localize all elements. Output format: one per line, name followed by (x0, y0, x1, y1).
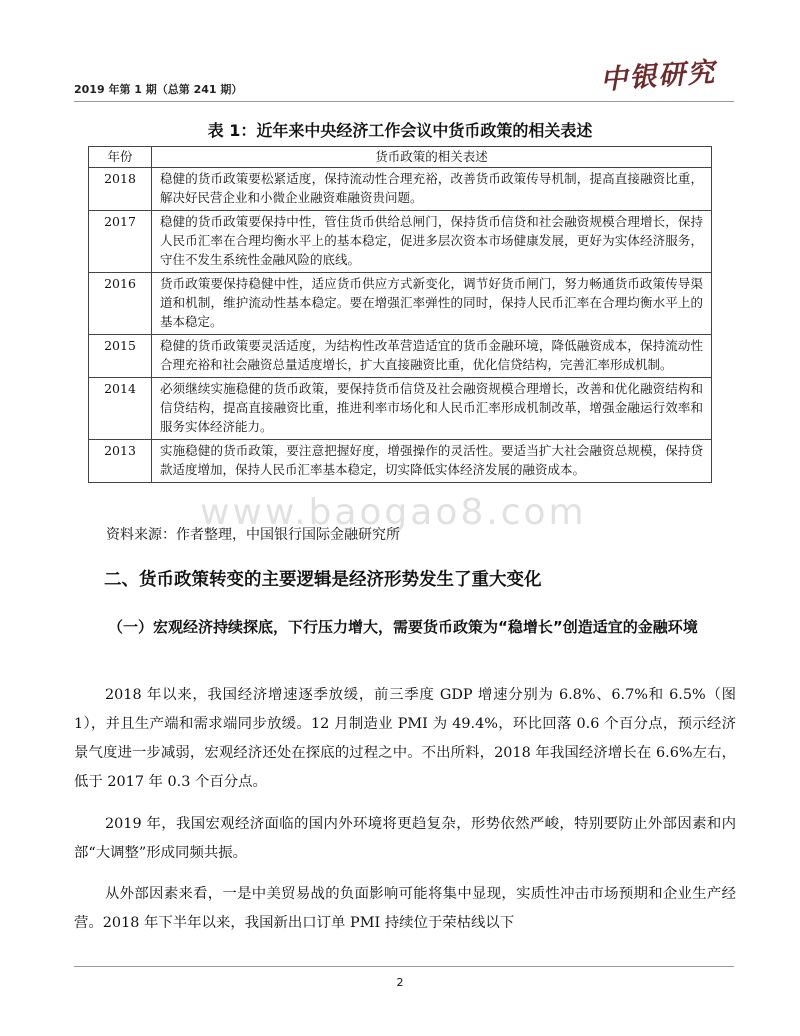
year-cell: 2018 (89, 168, 152, 211)
year-cell: 2015 (89, 335, 152, 378)
year-cell: 2014 (89, 378, 152, 440)
subsection-heading: （一）宏观经济持续探底，下行压力增大，需要货币政策为“稳增长”创造适宜的金融环境 (108, 618, 698, 636)
table-row (89, 168, 712, 211)
body-paragraph: 2018 年以来，我国经济增速逐季放缓，前三季度 GDP 增速分别为 6.8%、6.7%和 6.5%（图 1），并且生产端和需求端同步放缓。12 月制造业 PMI 为 49.4%，环比回落 0.6 个百分点，预示经济景气度进一步减弱，宏观经济还处在探底的过程之中。不出所料，2018 年我国经济增长在 6.6%左右，低于 2017 年 0.3 个百分点。 (74, 687, 736, 790)
table-row (89, 378, 712, 440)
year-cell: 2016 (89, 273, 152, 335)
issue-label: 2019 年第 1 期（总第 241 期） (74, 83, 243, 96)
table-title: 表 1：近年来中央经济工作会议中货币政策的相关表述 (207, 121, 593, 140)
description-cell: 稳健的货币政策要保持中性，管住货币供给总闸门，保持货币信贷和社会融资规模合理增长，保持人民币汇率在合理均衡水平上的基本稳定，促进多层次资本市场健康发展，更好为实体经济服务，守住不发生系统性金融风险的底线。 (152, 211, 712, 273)
description-cell: 实施稳健的货币政策，要注意把握好度，增强操作的灵活性。要适当扩大社会融资总规模，保持贷款适度增加，保持人民币汇率基本稳定，切实降低实体经济发展的融资成本。 (152, 440, 712, 483)
description-cell: 稳健的货币政策要灵活适度，为结构性改革营造适宜的货币金融环境，降低融资成本，保持流动性合理充裕和社会融资总量适度增长，扩大直接融资比重，优化信贷结构，完善汇率形成机制。 (152, 335, 712, 378)
description-cell: 货币政策要保持稳健中性，适应货币供应方式新变化，调节好货币闸门，努力畅通货币政策传导渠道和机制，维护流动性基本稳定。要在增强汇率弹性的同时，保持人民币汇率在合理均衡水平上的基本稳定。 (152, 273, 712, 335)
watermark: www.baogao8.com (200, 492, 587, 533)
header-divider (74, 101, 734, 102)
logo: 中银研究 (599, 56, 718, 97)
policy-table (88, 146, 712, 483)
table-row (89, 440, 712, 483)
table-header-row (89, 147, 712, 168)
page-number: 2 (396, 976, 404, 989)
column-header-year: 年份 (89, 147, 152, 168)
table-row (89, 273, 712, 335)
table-row (89, 335, 712, 378)
body-paragraph: 从外部因素来看，一是中美贸易战的负面影响可能将集中显现，实质性冲击市场预期和企业生产经营。2018 年下半年以来，我国新出口订单 PMI 持续位于荣枯线以下 (74, 886, 736, 931)
column-header-description: 货币政策的相关表述 (152, 147, 712, 168)
year-cell: 2013 (89, 440, 152, 483)
footer-divider (74, 966, 734, 967)
section-heading: 二、货币政策转变的主要逻辑是经济形势发生了重大变化 (104, 570, 542, 590)
description-cell: 必须继续实施稳健的货币政策，要保持货币信贷及社会融资规模合理增长，改善和优化融资结构和信贷结构，提高直接融资比重，推进利率市场化和人民币汇率形成机制改革，增强金融运行效率和服务实体经济能力。 (152, 378, 712, 440)
description-cell: 稳健的货币政策要松紧适度，保持流动性合理充裕，改善货币政策传导机制，提高直接融资比重，解决好民营企业和小微企业融资难融资贵问题。 (152, 168, 712, 211)
year-cell: 2017 (89, 211, 152, 273)
table-source: 资料来源：作者整理，中国银行国际金融研究所 (106, 527, 400, 543)
body-paragraph: 2019 年，我国宏观经济面临的国内外环境将更趋复杂，形势依然严峻，特别要防止外部因素和内部“大调整”形成同频共振。 (74, 816, 736, 861)
table-row (89, 211, 712, 273)
